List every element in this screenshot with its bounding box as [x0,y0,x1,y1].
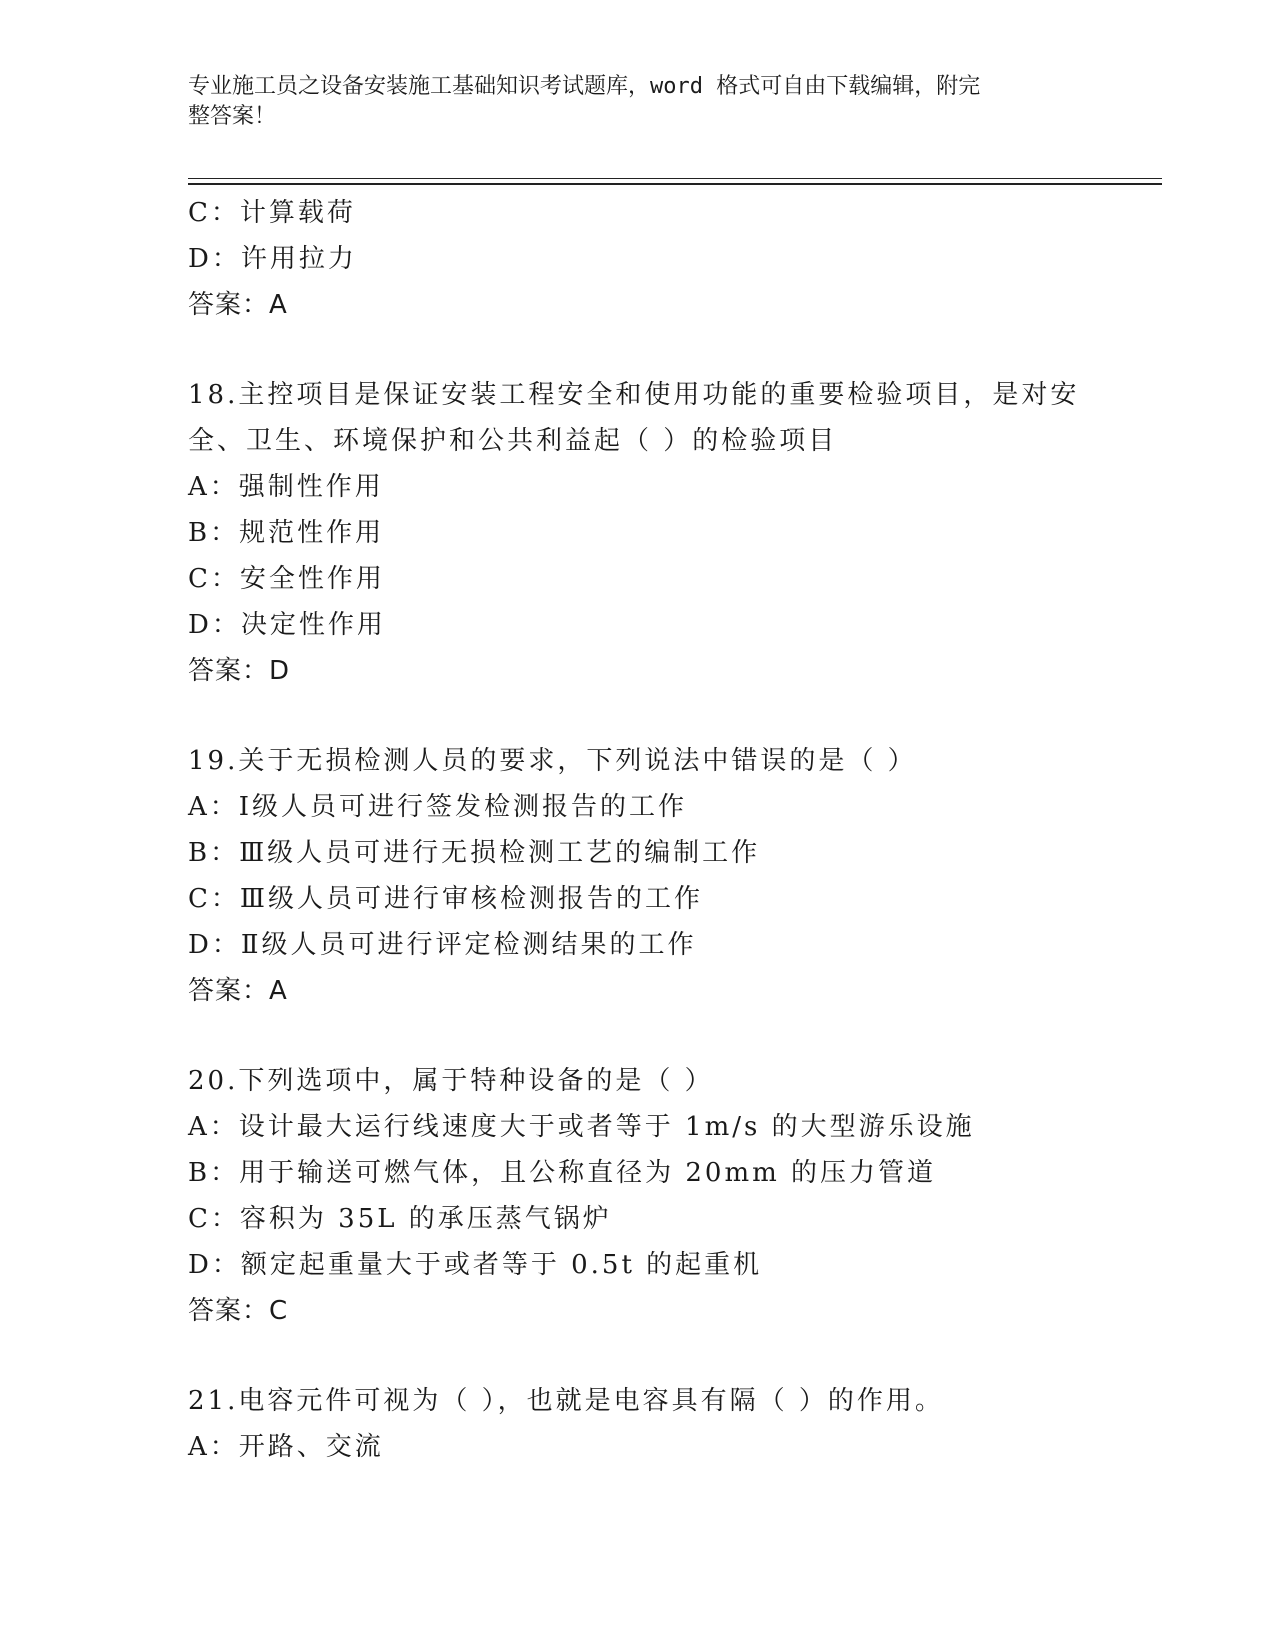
option-c: C：Ⅲ级人员可进行审核检测报告的工作 [188,884,703,914]
question-stem: 20.下列选项中，属于特种设备的是（ ） [188,1066,714,1096]
option-c: C：安全性作用 [188,564,385,594]
option-d: D：决定性作用 [188,610,386,640]
option-b: B：用于输送可燃气体，且公称直径为 20mm 的压力管道 [188,1158,937,1188]
header-divider [188,178,1162,179]
option-d: D：Ⅱ级人员可进行评定检测结果的工作 [188,930,697,960]
option-b: B：Ⅲ级人员可进行无损检测工艺的编制工作 [188,838,761,868]
question-block [188,1058,1088,1334]
question-block [188,190,1088,328]
option-c: C：计算载荷 [188,198,356,228]
question-stem: 18.主控项目是保证安装工程安全和使用功能的重要检验项目，是对安 [188,380,1080,410]
option-d: D：许用拉力 [188,244,357,274]
option-b: B：规范性作用 [188,518,385,548]
answer: 答案：A [188,290,288,320]
answer: 答案：A [188,976,288,1006]
question-block [188,738,1088,1014]
question-list [188,190,1088,1470]
header-divider [188,183,1162,185]
option-a: A：开路、交流 [188,1432,384,1462]
answer: 答案：D [188,656,291,686]
header-line: 整答案！ [188,104,277,129]
option-a: A：强制性作用 [188,472,384,502]
question-block [188,1378,1088,1470]
question-block [188,372,1088,694]
question-stem: 全、卫生、环境保护和公共利益起（ ）的检验项目 [188,426,838,456]
option-a: A：设计最大运行线速度大于或者等于 1m/s 的大型游乐设施 [188,1112,975,1142]
document-header [188,72,1068,132]
option-d: D：额定起重量大于或者等于 0.5t 的起重机 [188,1250,763,1280]
option-c: C：容积为 35L 的承压蒸气锅炉 [188,1204,612,1234]
option-a: A：Ⅰ级人员可进行签发检测报告的工作 [188,792,688,822]
header-line: 专业施工员之设备安装施工基础知识考试题库，word 格式可自由下载编辑，附完 [188,74,981,99]
question-stem: 21.电容元件可视为（ ），也就是电容具有隔（ ）的作用。 [188,1386,944,1416]
answer: 答案：C [188,1296,289,1326]
question-stem: 19.关于无损检测人员的要求，下列说法中错误的是（ ） [188,746,917,776]
